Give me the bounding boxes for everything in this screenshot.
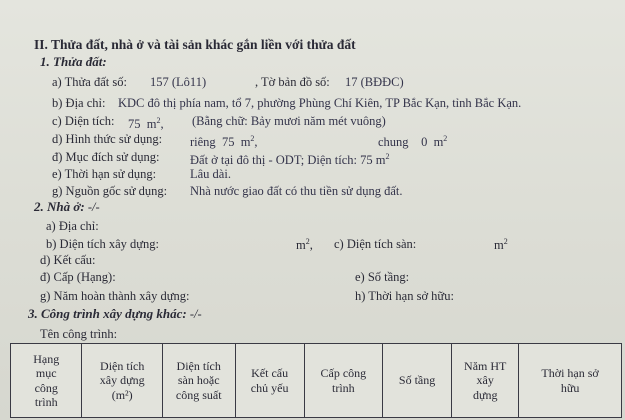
ownership-term-label: h) Thời hạn sở hữu: [355,289,454,303]
address-label: b) Địa chỉ: [52,96,106,110]
purpose-label: đ) Mục đích sử dụng: [52,150,160,164]
private-area: riêng 75 $m^2$, [190,134,258,149]
purpose-value: Đất ở tại đô thị - ODT; Diện tích: 75 $m^2$ [190,152,390,167]
term-value: Lâu dài. [190,167,231,181]
land-plot-heading: 1. Thửa đất: [40,54,107,69]
address-value: KDC đô thị phía nam, tổ 7, phường Phùng Chí Kiên, TP Bắc Kạn, tỉnh Bắc Kạn. [118,96,522,110]
grade-label: đ) Cấp (Hạng): [40,270,116,284]
plot-number-label: a) Thửa đất số: [52,75,127,89]
section-title: II. Thửa đất, nhà ở và tài sản khác gắn liền với thửa đất [34,37,356,52]
col-header-completion-year: Năm HT xây dựng [452,344,519,418]
origin-label: g) Nguồn gốc sử dụng: [52,184,168,198]
storeys-label: e) Số tầng: [355,270,410,284]
structure-label: d) Kết cấu: [40,253,96,267]
col-header-structure: Kết cấu chủ yếu [235,344,304,418]
area-label: c) Diện tích: [52,114,115,128]
building-area-label: b) Diện tích xây dựng: [46,237,160,251]
usage-form-label: d) Hình thức sử dụng: [52,132,163,146]
origin-value: Nhà nước giao đất có thu tiền sử dụng đất. [190,184,403,198]
col-header-item: Hạng mục công trình [11,344,82,418]
shared-area: chung 0 $m^2$ [378,134,448,149]
house-heading: 2. Nhà ở: -/- [34,199,100,214]
plot-number-value: 157 (Lô11) [150,75,207,89]
map-sheet-label: , Tờ bản đồ số: [255,75,330,89]
table-header-row [11,344,622,418]
floor-area-label: c) Diện tích sàn: [334,237,417,251]
col-header-grade: Cấp công trình [304,344,382,418]
area-value: 75 $m^2$, [128,116,164,131]
col-header-building-area: Diện tích xây dựng (m²) [82,344,162,418]
map-sheet-value: 17 (BĐĐC) [345,75,404,89]
house-address-label: a) Địa chỉ: [46,219,99,233]
completion-year-label: g) Năm hoàn thành xây dựng: [40,289,190,303]
col-header-floor-area: Diện tích sàn hoặc công suất [162,344,235,418]
works-name-label: Tên công trình: [40,327,118,341]
other-works-table [10,343,622,418]
col-header-storeys: Số tầng [382,344,451,418]
term-label: e) Thời hạn sử dụng: [52,167,157,181]
area-in-words: (Bằng chữ: Bảy mươi năm mét vuông) [192,114,386,128]
building-area-unit: $m^2$, [296,237,313,252]
other-works-heading: 3. Công trình xây dựng khác: -/- [28,306,202,321]
floor-area-unit: $m^2$ [494,237,508,252]
col-header-ownership-term: Thời hạn sở hữu [519,344,622,418]
